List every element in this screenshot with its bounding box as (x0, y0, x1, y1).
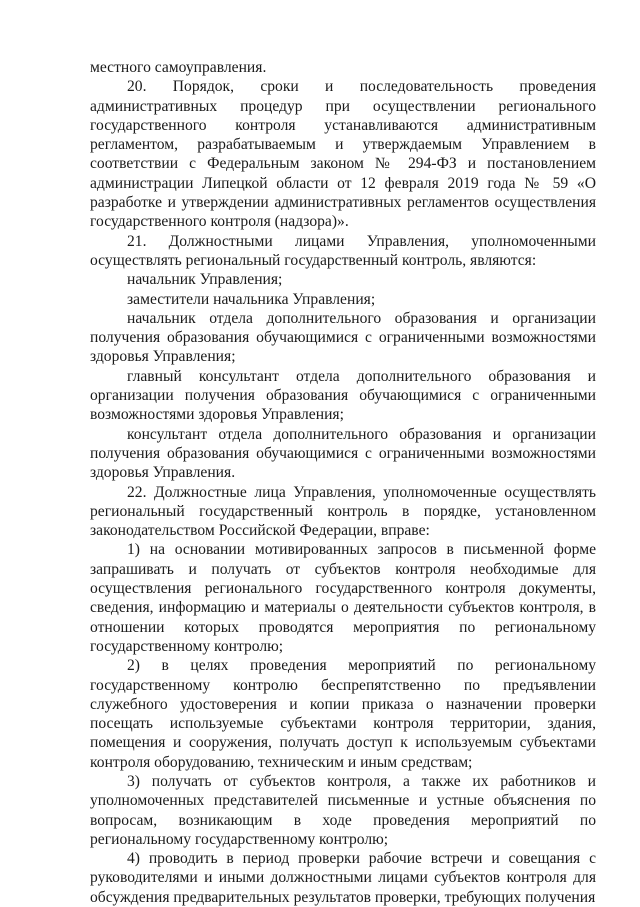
subitem-4: 4) проводить в период проверки рабочие встречи и совещания с руководителями и иными должностными лицами субъектов контроля для обсуждения предварительных результатов проверки, требующих получения (90, 850, 596, 906)
paragraph-item-22: 22. Должностные лица Управления, уполномоченные осуществлять региональный государственный контроль в порядке, установленном законодательством Российской Федерации, вправе: (90, 483, 596, 540)
paragraph-continuation: местного самоуправления. (90, 59, 267, 76)
subitem-2: 2) в целях проведения мероприятий по региональному государственному контролю беспрепятственно по предъявлении служебного удостоверения и копии приказа о назначении проверки посещать используемые субъектами контроля территории, здания, помещения и сооружения, получать доступ к используемым субъектами контроля оборудованию, техническим и иным средствам; (90, 657, 596, 771)
paragraph-item-20: 20. Порядок, сроки и последовательность проведения административных процедур при осуществлении регионального государственного контроля устанавливаются административным регламентом, разрабатываемым и утверждаемым Управлением в соответствии с Федеральным законом № 294-ФЗ и постановлением администрации Липецкой области от 12 февраля 2019 года № 59 «О разработке и утверждении административных регламентов осуществления государственного контроля (надзора)». (90, 78, 596, 231)
list-item-head-of-division: начальник отдела дополнительного образования и организации получения образования обучающимися с ограниченными возможностями здоровья Управления; (90, 309, 596, 366)
list-item-consultant: консультант отдела дополнительного образования и организации получения образования обучающимися с ограниченными возможностями здоровья Управления. (90, 425, 596, 482)
subitem-3: 3) получать от субъектов контроля, а также их работников и уполномоченных представителей письменные и устные объяснения по вопросам, возникающим в ходе проведения мероприятий по региональному государственному контролю; (90, 772, 596, 848)
list-item-deputy-heads: заместители начальника Управления; (127, 290, 376, 308)
paragraph-item-21: 21. Должностными лицами Управления, уполномоченными осуществлять региональный государственный контроль, являются: (90, 232, 596, 269)
subitem-1: 1) на основании мотивированных запросов в письменной форме запрашивать и получать от субъектов контроля необходимые для осуществления регионального государственного контроля документы, сведения, информацию и материалы о деятельности субъектов контроля, в отношении которых проводятся мероприятия по региональному государственному контролю; (90, 541, 596, 655)
document-page (90, 58, 596, 907)
list-item-head-of-department: начальник Управления; (127, 271, 283, 289)
list-item-chief-consultant: главный консультант отдела дополнительного образования и организации получения образования обучающимися с ограниченными возможностями здоровья Управления; (90, 367, 596, 424)
